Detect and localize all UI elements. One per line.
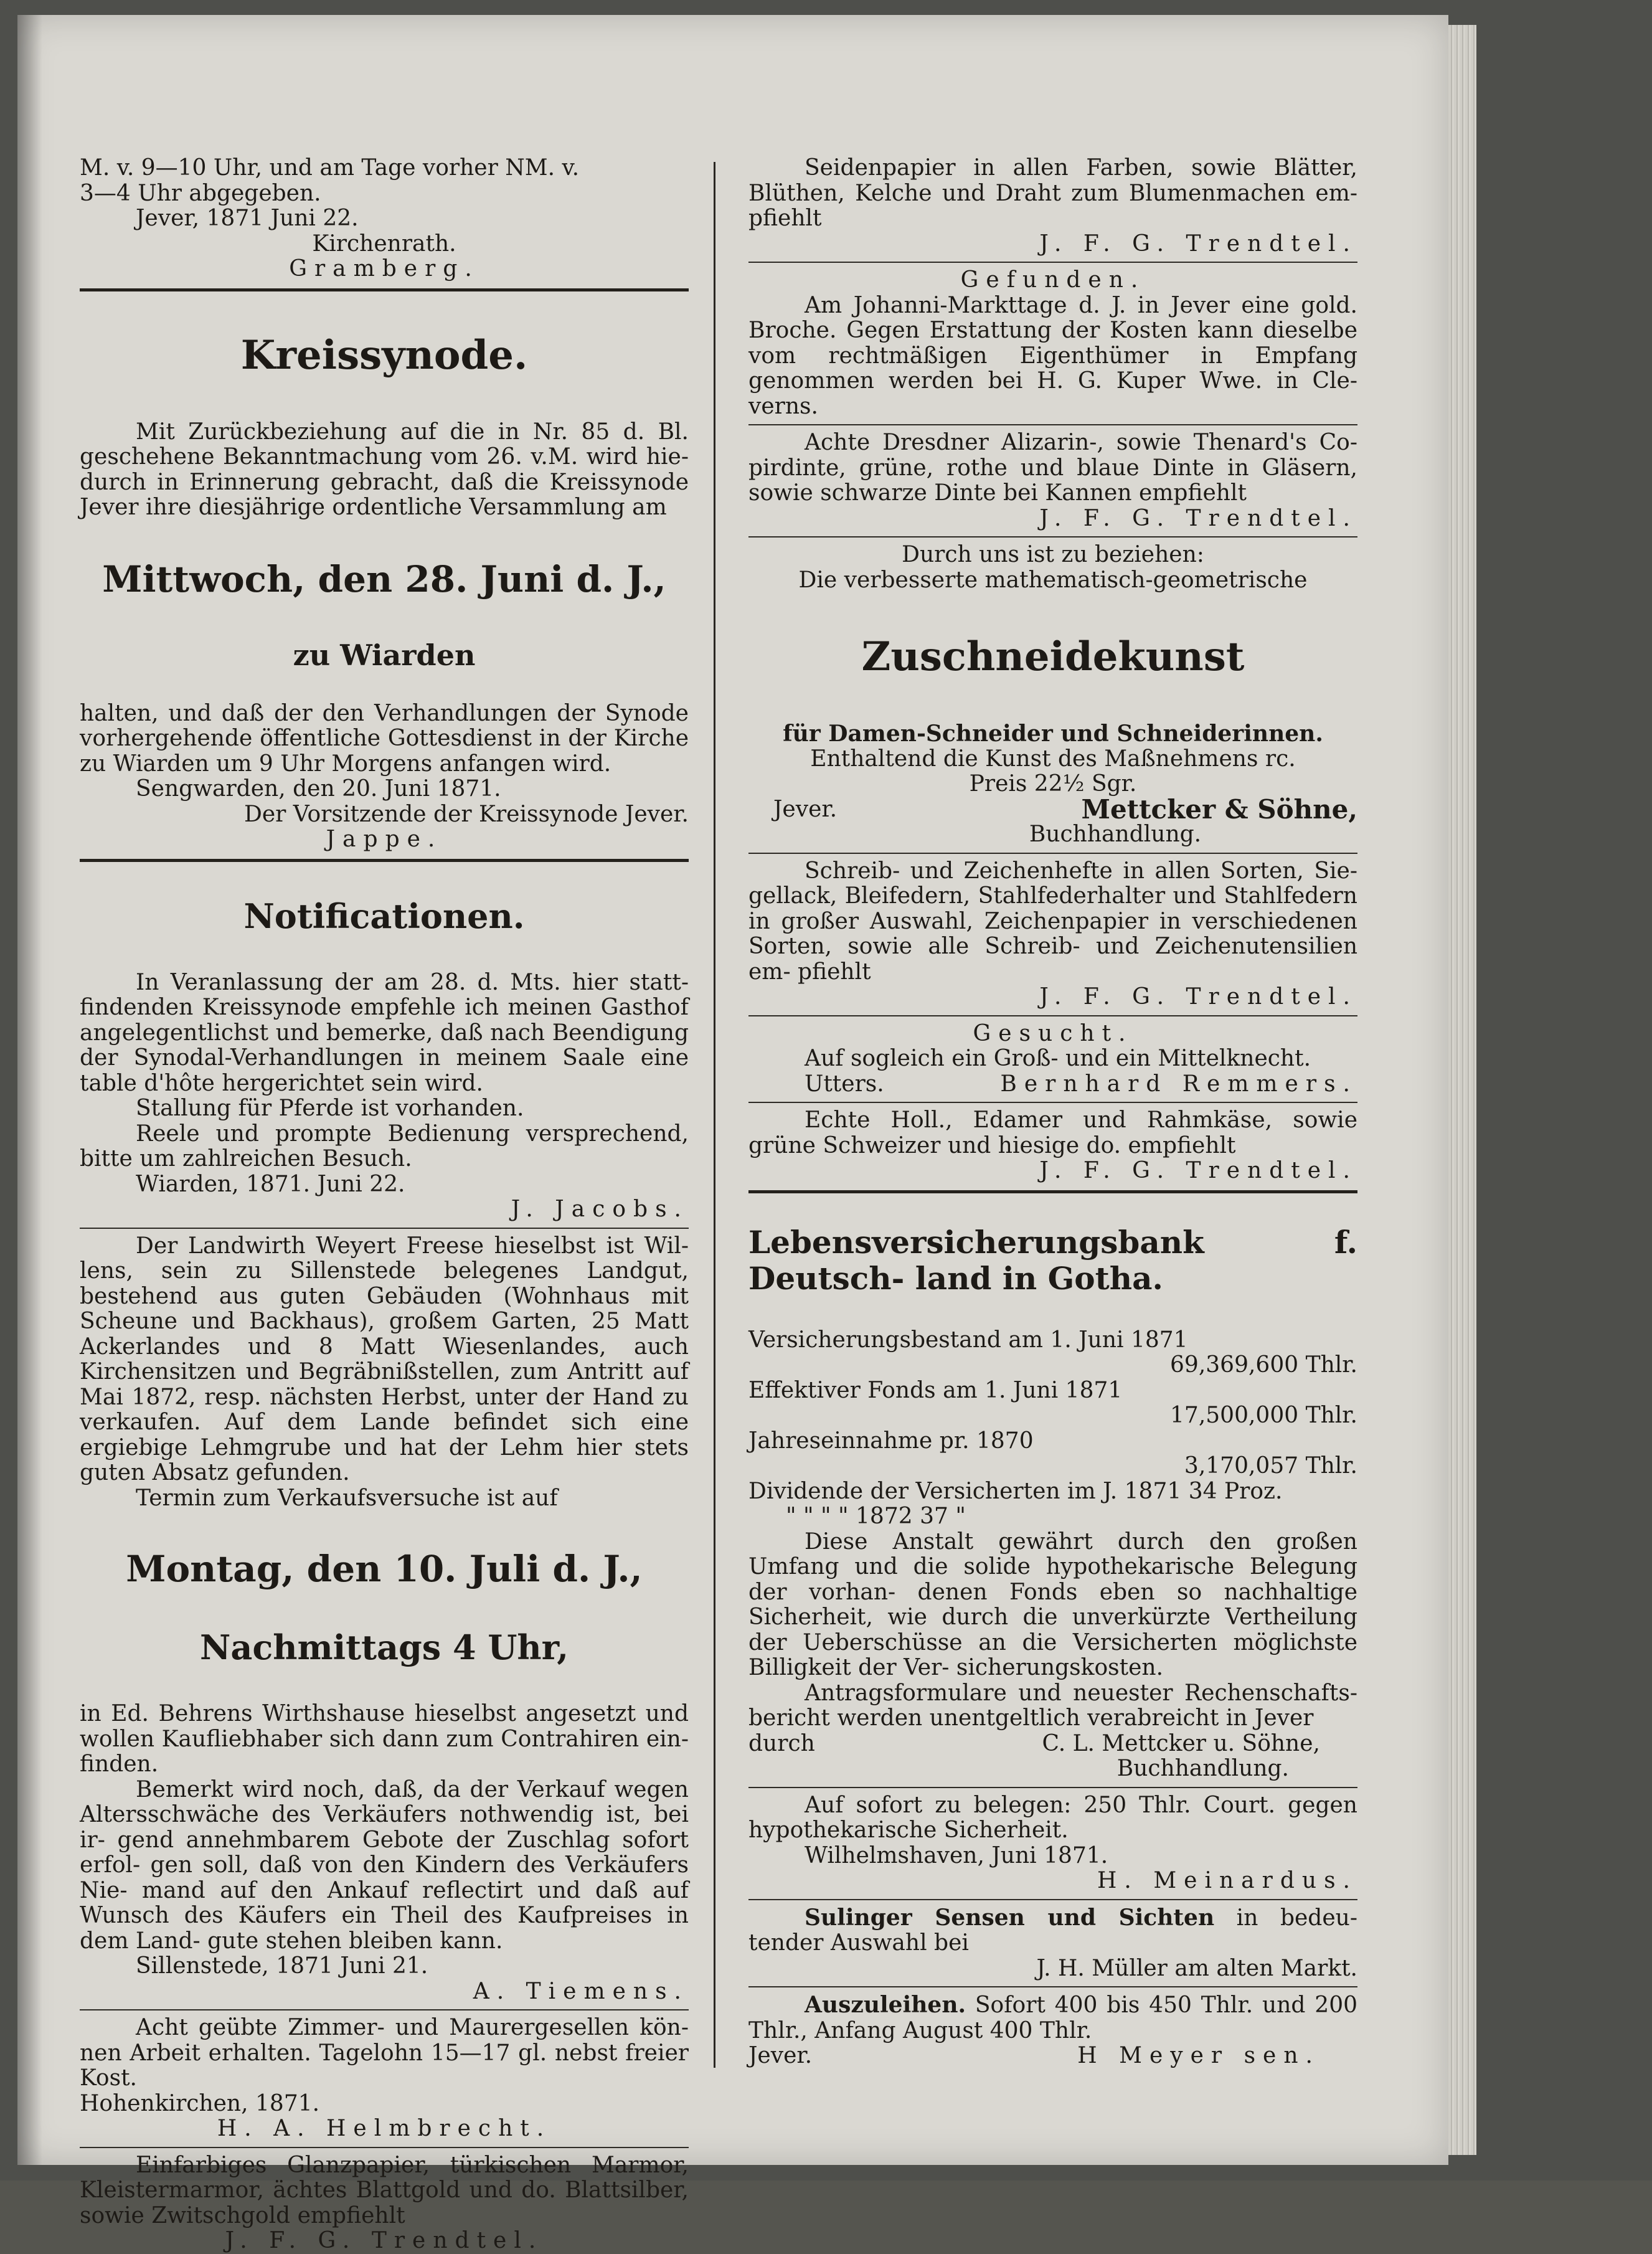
notice-date: Wiarden, 1871. Juni 22. [136, 1171, 405, 1197]
gutter-shadow [17, 15, 42, 2165]
gesucht-signature: Bernhard Remmers. [1000, 1071, 1357, 1097]
zuschneide-price: Preis 22½ Sgr. [969, 771, 1137, 797]
notificationen-heading: Notificationen. [243, 896, 525, 936]
loan-body: Auf sofort zu belegen: 250 Thlr. Court. gegen hypothekarische Sicherheit. [748, 1792, 1357, 1843]
section-rule [748, 1190, 1357, 1193]
section-rule [748, 853, 1357, 854]
bank-row-label: Jahreseinnahme pr. 1870 [748, 1428, 1034, 1454]
gesucht-body: Auf sogleich ein Groß- und ein Mittelknecht. [805, 1046, 1311, 1071]
bank-row-value: 17,500,000 Thlr. [1170, 1403, 1357, 1428]
cheese-body: Echte Holl., Edamer und Rahmkäse, sowie grüne Schweizer und hiesige do. empfiehlt [748, 1107, 1357, 1158]
section-rule [748, 1787, 1357, 1788]
intro-line: 3—4 Uhr abgegeben. [80, 180, 321, 206]
section-rule [80, 1228, 689, 1229]
zuschneide-for: für Damen-Schneider und Schneiderinnen. [783, 721, 1323, 747]
section-rule [748, 1102, 1357, 1103]
zuschneide-shop: Buchhandlung. [1029, 822, 1202, 847]
bank-row-value: 69,369,600 Thlr. [1170, 1352, 1357, 1378]
left-column [80, 156, 689, 2254]
sale-body: Der Landwirth Weyert Freese hieselbst ist Wil- lens, sein zu Sillenstede belegenes Landgut, bestehend aus guten Gebäuden (Wohnhaus mit Scheune und Backhaus), großem Garten, 25 Matt Ackerlandes und 8 Matt Wiesenlandes, auch Kirchensitzen und Begräbnißstellen, zum Antritt auf Mai 1872, resp. nächsten Herbst, unter der Hand zu verkaufen. Auf dem Lande befindet sich eine ergiebige Lehmgrube und hat der Lehm hier stets guten Absatz gefunden. [80, 1233, 689, 1485]
notice-signature: J. Jacobs. [511, 1196, 689, 1222]
section-rule [748, 1986, 1357, 1987]
zuschneide-content: Enthaltend die Kunst des Maßnehmens rc. [810, 746, 1296, 772]
ink-body: Achte Dresdner Alizarin-, sowie Thenard's Co- pirdinte, grüne, rothe und blaue Dinte in Gläsern, sowie schwarze Dinte bei Kannen empfiehlt [748, 430, 1357, 506]
bank-by: durch [748, 1730, 815, 1756]
loan-date: Wilhelmshaven, Juni 1871. [805, 1842, 1108, 1868]
column-divider [714, 162, 715, 2068]
section-rule [80, 288, 689, 291]
work-signature: H. A. Helmbrecht. [217, 2116, 552, 2141]
scythe-body: in bedeu- tender Auswahl bei [748, 1905, 1357, 1956]
gesucht-place: Utters. [805, 1071, 884, 1097]
found-body: Am Johanni-Markttage d. J. in Jever eine gold. Broche. Gegen Erstattung der Kosten kann dieselbe vom rechtmäßigen Eigenthümer in Empfang genommen werden bei H. G. Kuper Wwe. in Cle- verns. [748, 292, 1357, 419]
notice-body: In Veranlassung der am 28. d. Mts. hier statt- findenden Kreissynode empfehle ich meinen Gasthof angelegentlichst und bemerke, daß nach Beendigung der Synodal-Verhandlungen in meinem Saale eine table d'hôte hergerichtet sein wird. [80, 969, 689, 1096]
kreissynode-body: Mit Zurückbeziehung auf die in Nr. 85 d. Bl. geschehene Bekanntmachung vom 26. v.M. wird hie- durch in Erinnerung gebracht, daß die Kreissynode Jever ihre diesjährige ordentliche Versammlung am [80, 419, 689, 520]
glanz-body: Einfarbiges Glanzpapier, türkischen Marmor, Kleistermarmor, ächtes Blattgold und do. Blattsilber, sowie Zwitschgold empfiehlt [80, 2152, 689, 2228]
sale-signature: A. Tiemens. [473, 1978, 689, 2004]
ink-signature: J. F. G. Trendtel. [1039, 505, 1357, 531]
loan-signature: H. Meinardus. [1097, 1868, 1357, 1893]
zuschneide-heading: Zuschneidekunst [861, 633, 1245, 680]
section-rule [748, 536, 1357, 537]
zuschneide-intro: Durch uns ist zu beziehen: [902, 542, 1204, 567]
bank-shop: Buchhandlung. [1116, 1756, 1289, 1781]
right-column [748, 156, 1357, 2069]
sale-time: Nachmittags 4 Uhr, [199, 1627, 569, 1667]
lend-signature: H Meyer sen. [1077, 2043, 1320, 2068]
lend-place: Jever. [748, 2043, 813, 2068]
bank-forms: Antragsformulare und neuester Rechenschafts- bericht werden unentgeltlich verabreicht in Jever [748, 1680, 1357, 1731]
seiden-body: Seidenpapier in allen Farben, sowie Blätter, Blüthen, Kelche und Draht zum Blumenmachen em- pfiehlt [748, 155, 1357, 231]
gesucht-heading: Gesucht. [973, 1020, 1133, 1046]
work-body: Acht geübte Zimmer- und Maurergesellen kön- nen Arbeit erhalten. Tagelohn 15—17 gl. nebst freier Kost. [80, 2015, 689, 2091]
intro-date: Jever, 1871 Juni 22. [136, 206, 359, 231]
bank-row-label: Effektiver Fonds am 1. Juni 1871 [748, 1377, 1123, 1403]
kreissynode-place: zu Wiarden [293, 638, 476, 672]
zuschneide-place: Jever. [773, 796, 838, 822]
bank-body: Diese Anstalt gewährt durch den großen Umfang und die solide hypothekarische Belegung der vorhan- denen Fonds eben so nachhaltige Sicherheit, wie durch die unverkürzte Vertheilung der Ueberschüsse an die Versicherten möglichste Billigkeit der Ver- sicherungskosten. [748, 1528, 1357, 1680]
bank-dividend: Dividende der Versicherten im J. 1871 34 Proz. [748, 1478, 1283, 1504]
glanz-signature: J. F. G. Trendtel. [225, 2228, 544, 2253]
found-heading: Gefunden. [960, 267, 1146, 293]
sale-term: Termin zum Verkaufsversuche ist auf [136, 1485, 558, 1511]
intro-line: M. v. 9—10 Uhr, und am Tage vorher NM. v. [80, 155, 580, 181]
section-rule [748, 424, 1357, 425]
bank-firm: C. L. Mettcker u. Söhne, [1042, 1730, 1320, 1756]
schreib-body: Schreib- und Zeichenhefte in allen Sorten, Sie- gellack, Bleifedern, Stahlfederhalter und Stahlfedern in großer Auswahl, Zeichenpapier in verschiedenen Sorten, sowie alle Schreib- und Zeichenutensilien em- pfiehlt [748, 858, 1357, 985]
bank-heading: Lebensversicherungsbank f. Deutsch- land in Gotha. [748, 1223, 1357, 1297]
section-rule [748, 262, 1357, 263]
cheese-signature: J. F. G. Trendtel. [1039, 1158, 1357, 1183]
kreissynode-dateline: Sengwarden, den 20. Juni 1871. [136, 776, 501, 802]
section-rule [748, 1899, 1357, 1900]
scythe-signature: J. H. Müller am alten Markt. [1036, 1955, 1357, 1981]
kreissynode-heading: Kreissynode. [240, 331, 528, 379]
intro-signature: Gramberg. [289, 256, 479, 282]
section-rule [748, 1015, 1357, 1016]
section-rule [80, 859, 689, 862]
notice-line: Reele und prompte Bedienung versprechend, bitte um zahlreichen Besuch. [80, 1120, 689, 1172]
kreissynode-date: Mittwoch, den 28. Juni d. J., [102, 557, 666, 600]
seiden-signature: J. F. G. Trendtel. [1039, 230, 1357, 257]
section-rule [80, 2009, 689, 2010]
lend-heading: Auszuleihen. [805, 1992, 966, 2018]
kreissynode-body: halten, und daß der den Verhandlungen der Synode vorhergehende öffentliche Gottesdienst in der Kirche zu Wiarden um 9 Uhr Morgens anfangen wird. [80, 700, 689, 777]
bank-row-label: Versicherungsbestand am 1. Juni 1871 [748, 1327, 1188, 1353]
schreib-signature: J. F. G. Trendtel. [1039, 984, 1357, 1010]
sale-date-line: Sillenstede, 1871 Juni 21. [136, 1953, 428, 1979]
page-edges [1448, 25, 1476, 2155]
zuschneide-subtitle: Die verbesserte mathematisch-geometrische [798, 567, 1308, 593]
work-date: Hohenkirchen, 1871. [80, 2090, 320, 2116]
scythe-heading: Sulinger Sensen und Sichten [805, 1904, 1215, 1931]
bank-dividend: " " " " 1872 37 " [786, 1503, 966, 1529]
notice-line: Stallung für Pferde ist vorhanden. [136, 1096, 524, 1121]
zuschneide-firm: Mettcker & Söhne, [1081, 793, 1357, 825]
sale-body: Bemerkt wird noch, daß, da der Verkauf wegen Altersschwäche des Verkäufers nothwendig ist, bei ir- gend annehmbarem Gebote der Zuschlag sofort erfol- gen soll, daß von den Kindern des Verkäufers Nie- mand auf den Ankauf reflectirt und daß auf Wunsch des Käufers ein Theil des Kaufpreises in dem Land- gute stehen bleiben kann. [80, 1776, 689, 1954]
sale-date: Montag, den 10. Juli d. J., [126, 1548, 643, 1590]
section-rule [80, 2147, 689, 2148]
kreissynode-office: Der Vorsitzende der Kreissynode Jever. [243, 801, 689, 827]
kreissynode-signature: Jappe. [326, 826, 443, 852]
lend-body: Sofort 400 bis 450 Thlr. und 200 Thlr., Anfang August 400 Thlr. [748, 1992, 1357, 2043]
intro-office: Kirchenrath. [312, 230, 456, 257]
bank-row-value: 3,170,057 Thlr. [1184, 1453, 1357, 1479]
sale-body: in Ed. Behrens Wirthshause hieselbst angesetzt und wollen Kaufliebhaber sich dann zum Contrahiren ein- finden. [80, 1701, 689, 1777]
